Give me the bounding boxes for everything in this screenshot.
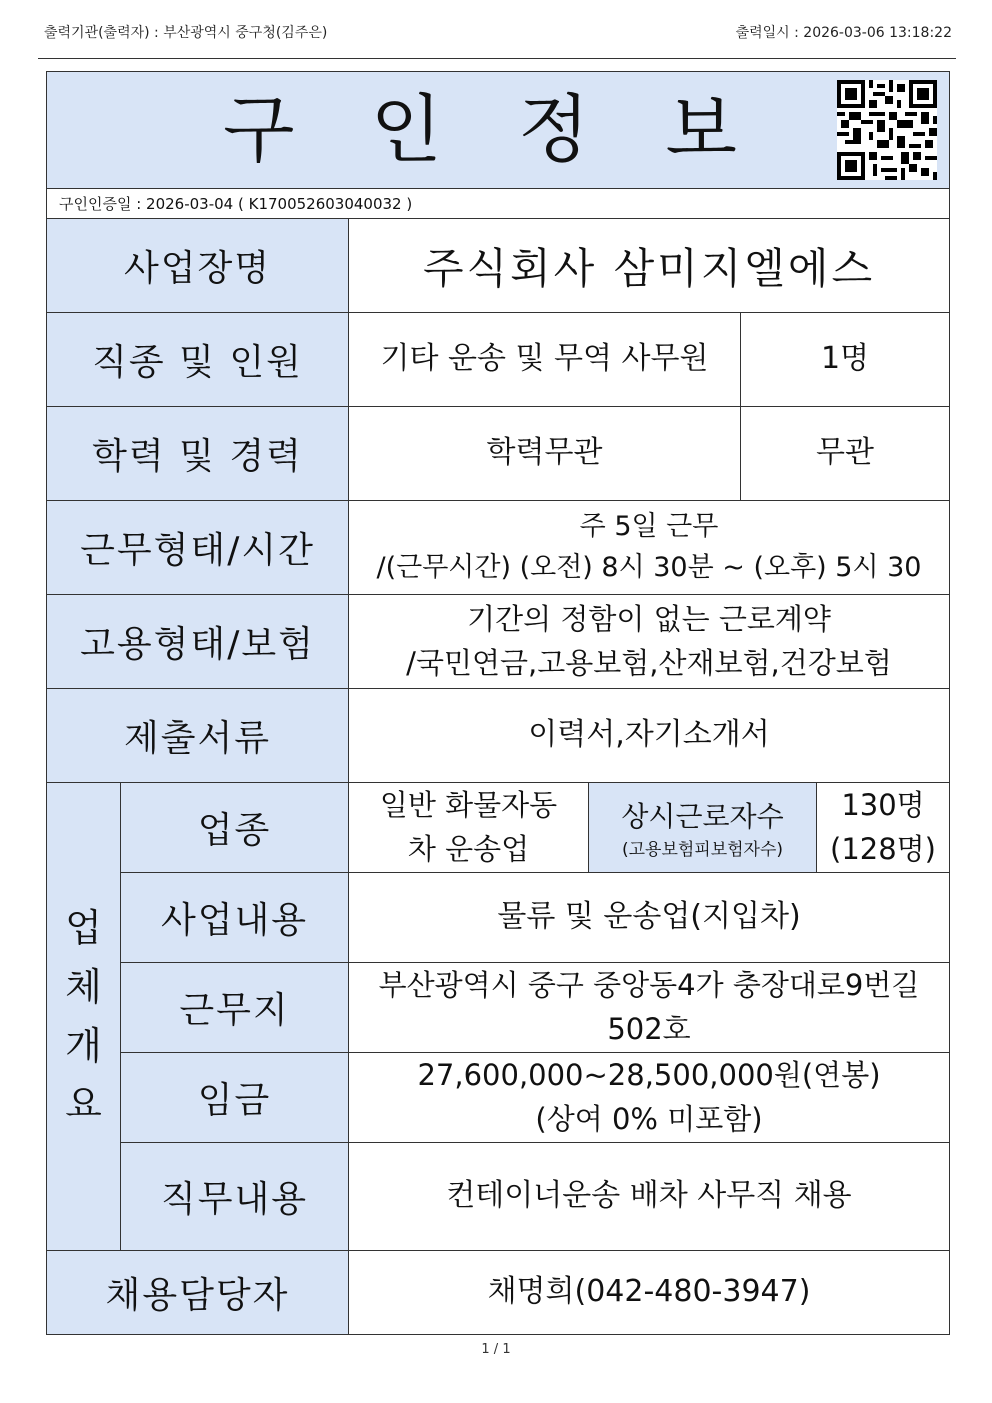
title-row	[47, 72, 950, 189]
employee-count-label-sub: (고용보험피보험자수)	[621, 840, 784, 860]
career-value: 무관	[741, 407, 950, 501]
wage-line2: (상여 0% 미포함)	[535, 1101, 763, 1136]
work-schedule-line2: /(근무시간) (오전) 8시 30분 ~ (오후) 5시 30	[376, 551, 922, 583]
wage-label: 임금	[121, 1053, 349, 1143]
work-schedule-label: 근무형태/시간	[47, 501, 349, 595]
job-type-label: 직종 및 인원	[47, 313, 349, 407]
company-name-value: 주식회사 삼미지엘에스	[349, 219, 950, 313]
doc-title: 구인정보	[223, 87, 813, 173]
insured-count: (128명)	[830, 831, 936, 866]
qr-code-icon	[837, 80, 937, 180]
headcount-value: 1명	[741, 313, 950, 407]
location-label: 근무지	[121, 963, 349, 1053]
work-schedule-line1: 주 5일 근무	[579, 511, 719, 542]
wage-line1: 27,600,000~28,500,000원(연봉)	[417, 1058, 881, 1092]
industry-value: 일반 화물자동차 운송업	[349, 783, 589, 873]
business-value: 물류 및 운송업(지입차)	[349, 873, 950, 963]
contact-value: 채명희(042-480-3947)	[349, 1251, 950, 1335]
education-value: 학력무관	[349, 407, 741, 501]
wage-value	[349, 1053, 950, 1143]
employee-count: 130명	[841, 788, 925, 822]
header-divider	[38, 58, 956, 59]
print-issuer: 출력기관(출력자) : 부산광역시 중구청(김주은)	[44, 25, 328, 41]
company-overview-text: 업체개요	[65, 905, 102, 1127]
employment-type-value	[349, 595, 950, 689]
documents-value: 이력서,자기소개서	[349, 689, 950, 783]
insurance-line: /국민연금,고용보험,산재보험,건강보험	[406, 645, 892, 680]
duty-value: 컨테이너운송 배차 사무직 채용	[349, 1143, 950, 1251]
contact-label: 채용담당자	[47, 1251, 349, 1335]
company-name-label: 사업장명	[47, 219, 349, 313]
job-type-value: 기타 운송 및 무역 사무원	[349, 313, 741, 407]
employee-count-label-main: 상시근로자수	[621, 800, 784, 833]
location-value: 부산광역시 중구 중앙동4가 충장대로9번길 502호	[349, 963, 950, 1053]
business-label: 사업내용	[121, 873, 349, 963]
documents-label: 제출서류	[47, 689, 349, 783]
certification-line: 구인인증일 : 2026-03-04 ( K170052603040032 )	[47, 189, 950, 219]
job-info-table	[46, 71, 950, 1335]
employment-type-line1: 기간의 정함이 없는 근로계약	[467, 602, 831, 636]
duty-label: 직무내용	[121, 1143, 349, 1251]
employment-type-label: 고용형태/보험	[47, 595, 349, 689]
work-schedule-value	[349, 501, 950, 595]
company-overview-label	[47, 783, 121, 1251]
industry-label: 업종	[121, 783, 349, 873]
employee-count-value	[817, 783, 950, 873]
employee-count-label	[589, 783, 817, 873]
print-datetime: 출력일시 : 2026-03-06 13:18:22	[735, 25, 952, 41]
education-label: 학력 및 경력	[47, 407, 349, 501]
page-number: 1 / 1	[481, 1342, 511, 1357]
